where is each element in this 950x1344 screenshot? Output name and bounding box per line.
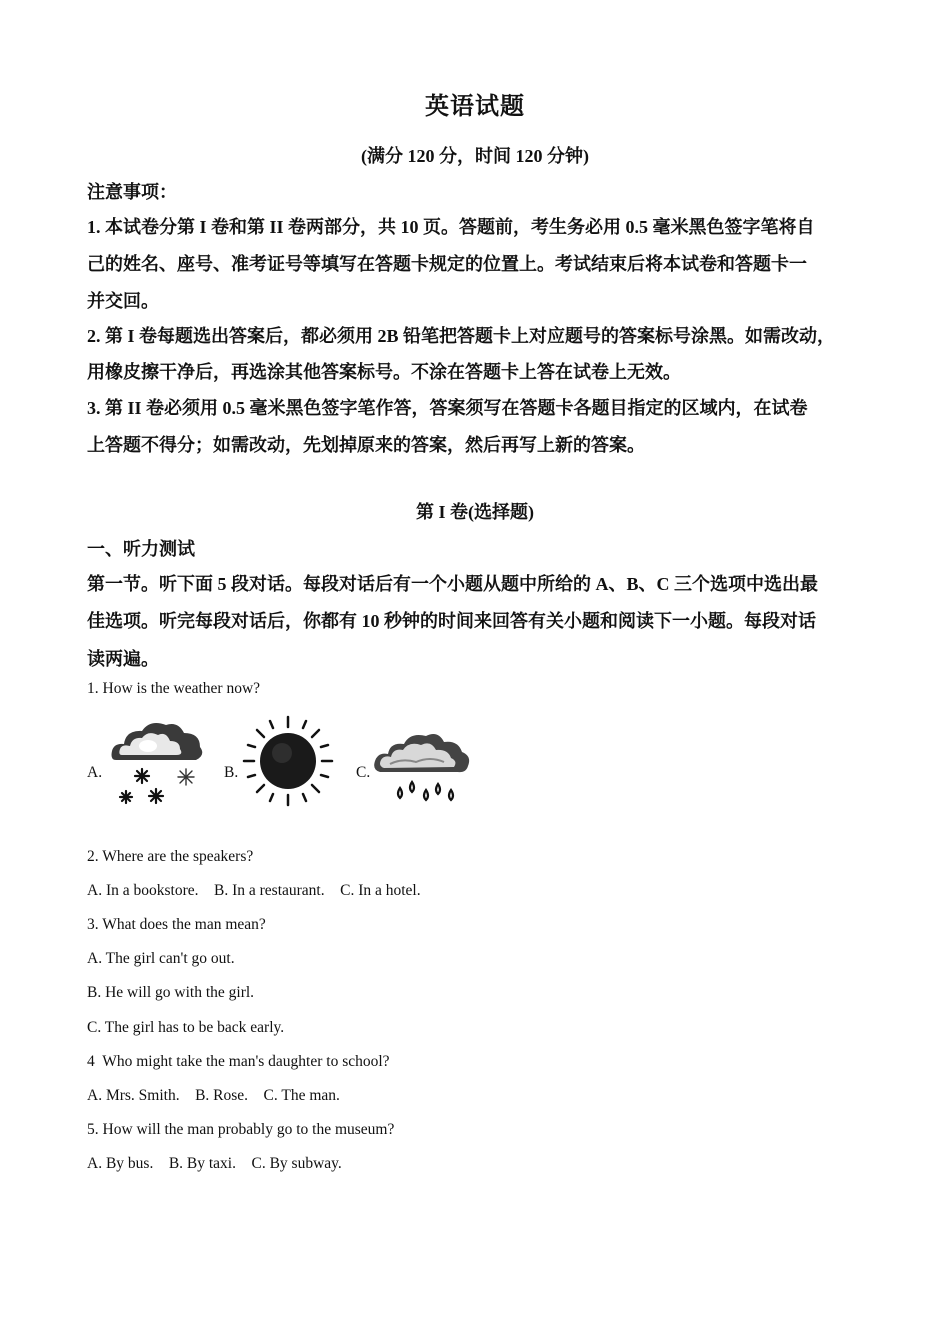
notice-heading: 注意事项： [87,182,177,202]
rain-cloud-icon [372,728,472,810]
notice-line: 2. 第 I 卷每题选出答案后，都必须用 2B 铅笔把答题卡上对应题号的答案标号涂黑。如需改动， [87,326,836,346]
question-2-options: A. In a bookstore. B. In a restaurant. C. In a hotel. [87,882,421,899]
option-c-label: C. [356,764,371,781]
notice-line: 用橡皮擦干净后，再选涂其他答案标号。不涂在答题卡上答在试卷上无效。 [87,362,681,382]
option-a-label: A. [87,764,103,781]
sun-icon [240,713,336,809]
question-1: 1. How is the weather now? [87,680,261,697]
question-3-option-a: A. The girl can't go out. [87,950,235,967]
page-title: 英语试题 [425,94,525,120]
instruction-line: 佳选项。听完每段对话后，你都有 10 秒钟的时间来回答有关小题和阅读下一小题。每段对话 [87,611,816,631]
question-5: 5. How will the man probably go to the museum? [87,1121,395,1138]
notice-line: 1. 本试卷分第 I 卷和第 II 卷两部分，共 10 页。答题前，考生务必用 0.5 毫米黑色签字笔将自 [87,217,815,237]
instruction-line: 第一节。听下面 5 段对话。每段对话后有一个小题从题中所给的 A、B、C 三个选项中选出最 [87,574,818,594]
question-3-option-b: B. He will go with the girl. [87,984,255,1001]
instruction-line: 读两遍。 [87,649,159,669]
part-title: 第 I 卷(选择题) [416,502,534,522]
notice-line: 己的姓名、座号、准考证号等填写在答题卡规定的位置上。考试结束后将本试卷和答题卡一 [87,254,807,274]
notice-line: 上答题不得分；如需改动，先划掉原来的答案，然后再写上新的答案。 [87,435,645,455]
question-3: 3. What does the man mean? [87,916,266,933]
page-subtitle: (满分 120 分，时间 120 分钟) [361,146,589,166]
question-3-option-c: C. The girl has to be back early. [87,1019,285,1036]
option-b-label: B. [224,764,239,781]
notice-line: 并交回。 [87,291,159,311]
question-5-options: A. By bus. B. By taxi. C. By subway. [87,1155,342,1172]
notice-line: 3. 第 II 卷必须用 0.5 毫米黑色签字笔作答，答案须写在答题卡各题目指定的区域内，在试卷 [87,398,808,418]
section-heading: 一、听力测试 [87,539,195,559]
snow-cloud-icon [108,715,208,810]
question-4-options: A. Mrs. Smith. B. Rose. C. The man. [87,1087,340,1104]
question-2: 2. Where are the speakers? [87,848,254,865]
question-4: 4 Who might take the man's daughter to school? [87,1053,390,1070]
